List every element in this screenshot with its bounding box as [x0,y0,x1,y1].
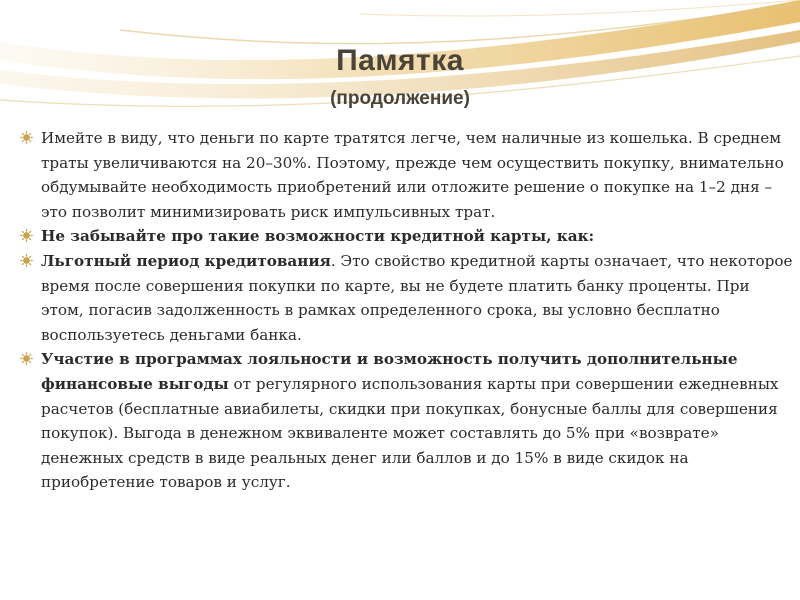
bullet-bold-text: Не забывайте про такие возможности кредитной карты, как: [41,227,595,246]
sun-bullet-icon [20,352,33,365]
sun-bullet-icon [20,229,33,242]
bullet-bold-text: Участие в программах лояльности и возможность получить дополнительные финансовые выгоды [41,350,738,393]
bullet-text: Имейте в виду, что деньги по карте тратятся легче, чем наличные из кошелька. В среднем траты увеличиваются на 20–30%. Поэтому, прежде чем осуществить покупку, внимательно обдумывайте необходимость приобретений или отложите решение о покупке на 1–2 дня – это позволит минимизировать риск импульсивных трат. [41,129,784,221]
bullet-item [16,347,794,495]
sun-bullet-icon [20,254,33,267]
bullet-bold-text: Льготный период кредитования [41,251,331,270]
bullet-text: от регулярного использования карты при совершении ежедневных расчетов (бесплатные авиабилеты, скидки при покупках, бонусные баллы для совершения покупок). Выгода в денежном эквиваленте может составлять до 5% при «возврате» денежных средств в виде реальных денег или баллов и до 15% в виде скидок на приобретение товаров и услуг. [41,374,779,492]
bullet-item [16,224,794,249]
sun-bullet-icon [20,131,33,144]
slide-subtitle: (продолжение) [330,88,470,109]
bullet-item [16,249,794,347]
bullet-text: . Это свойство кредитной карты означает, что некоторое время после совершения покупки по карте, вы не будете платить банку проценты. При этом, погасив задолженность в рамках определенного срока, вы условно бесплатно воспользуетесь деньгами банка. [41,251,793,344]
bullet-item [16,126,794,224]
bullet-list [16,126,794,495]
slide-title: Памятка [336,44,464,77]
